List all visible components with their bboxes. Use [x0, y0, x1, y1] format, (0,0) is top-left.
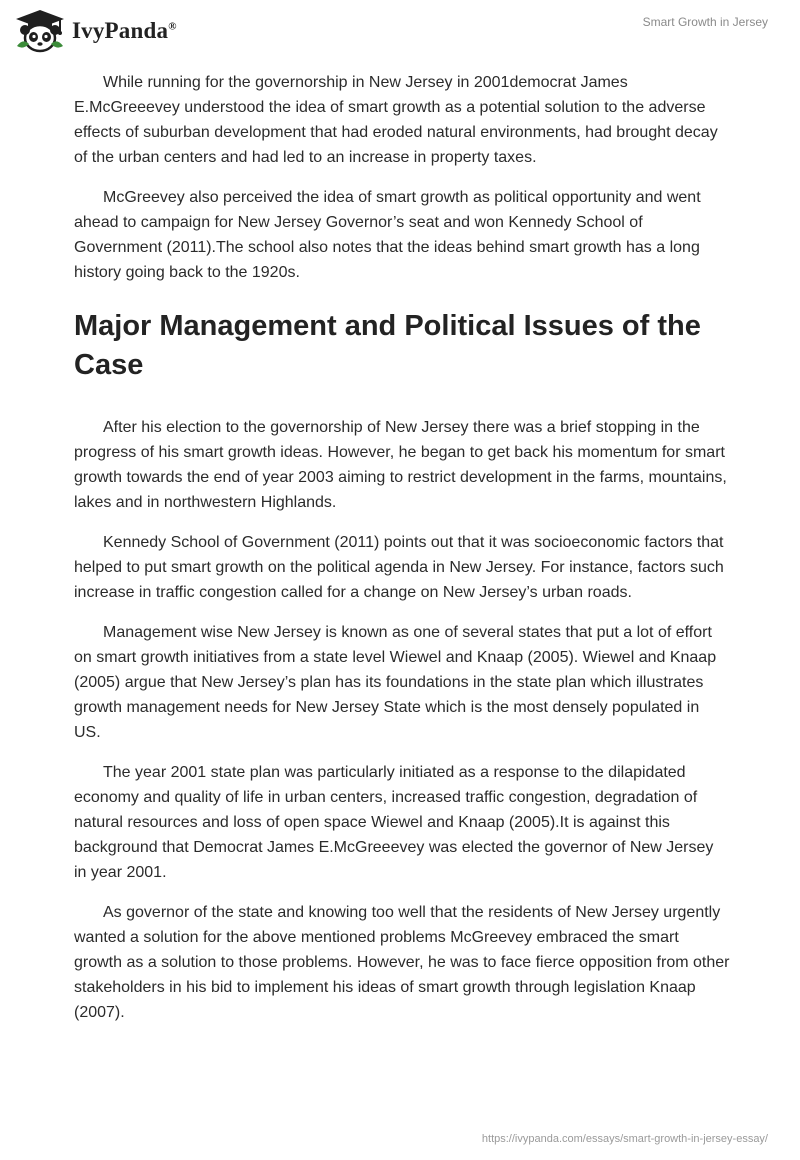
paragraph: While running for the governorship in New Jersey in 2001democrat James E.McGreeevey understood the idea of smart growth as a potential solution to the adverse effects of suburban development that had eroded natural environments, had brought decay of the urban centers and had led to an increase in property taxes.	[74, 74, 718, 166]
registered-mark: ®	[168, 20, 177, 33]
section-heading: Major Management and Political Issues of the Case	[74, 310, 701, 381]
paragraph: McGreevey also perceived the idea of smart growth as political opportunity and went ahead to campaign for New Jersey Governor’s seat and won Kennedy School of Government (2011).The school also notes that the ideas behind smart growth has a long history going back to the 1920s.	[74, 189, 701, 281]
page-header	[0, 0, 800, 60]
paragraph: As governor of the state and knowing too well that the residents of New Jersey urgently wanted a solution for the above mentioned problems McGreevey embraced the smart growth as a solution to those problems. However, he was to face fierce opposition from other stakeholders in his bid to implement his ideas of smart growth through legislation Knaap (2007).	[74, 904, 730, 1021]
logo-wordmark: IvyPanda®	[72, 18, 177, 43]
source-url[interactable]: https://ivypanda.com/essays/smart-growth-in-jersey-essay/	[481, 1133, 768, 1145]
panda-graduate-icon	[14, 8, 66, 54]
ivypanda-logo[interactable]	[14, 8, 177, 54]
paragraph: After his election to the governorship of New Jersey there was a brief stopping in the progress of his smart growth ideas. However, he began to get back his momentum for smart growth towards the end of year 2003 aiming to restrict development in the farms, mountains, lakes and in northwestern Highlands.	[74, 419, 727, 511]
paragraph: Management wise New Jersey is known as one of several states that put a lot of effort on smart growth initiatives from a state level Wiewel and Knaap (2005). Wiewel and Knaap (2005) argue that New Jersey’s plan has its foundations in the state plan which illustrates growth management needs for New Jersey State which is the most densely populated in US.	[74, 624, 717, 741]
essay-body	[74, 70, 730, 1040]
paragraph: The year 2001 state plan was particularly initiated as a response to the dilapidated economy and quality of life in urban centers, increased traffic congestion, degradation of natural resources and loss of open space Wiewel and Knaap (2005).It is against this background that Democrat James E.McGreeevey was elected the governor of New Jersey in year 2001.	[74, 764, 714, 881]
paragraph: Kennedy School of Government (2011) points out that it was socioeconomic factors that helped to put smart growth on the political agenda in New Jersey. For instance, factors such increase in traffic congestion called for a change on New Jersey’s urban roads.	[74, 534, 724, 601]
document-title: Smart Growth in Jersey	[642, 15, 768, 29]
